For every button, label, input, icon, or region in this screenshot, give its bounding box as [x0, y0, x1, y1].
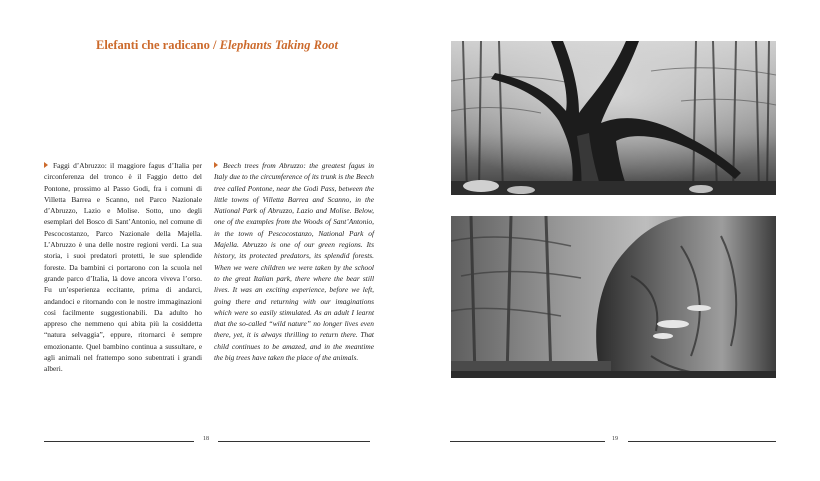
- page-title: [96, 38, 396, 53]
- footer-rule-left: [44, 441, 194, 442]
- paragraph-marker-icon: [214, 162, 218, 168]
- italian-text-column: [44, 160, 202, 375]
- italian-text: Faggi d’Abruzzo: il maggiore fagus d’Italia per circonferenza del tronco è il Faggio detto del Pontone, prossimo al Passo Godi, fra i comuni di Villetta Barrea e Scanno, nel Parco Nazionale d’Abruzzo, Lazio e Molise. Sotto, uno degli esemplari del Bosco di Sant’Antonio, nel comune di Pescocostanzo, Parco Nazionale della Majella. L’Abruzzo è una delle nostre regioni verdi. La sua storia, i suoi predatori protetti, le sue splendide foreste. Da bambini ci portarono con la scuola nel grande parco d’Italia, là dove ancora viveva l’orso. Fu un’esperienza eccitante, prima di andarci, andandoci e ritornando con le nostre immaginazioni così facilmente suggestionabili. Da adulto ho appreso che nemmeno qui abita più la cosiddetta “natura selvaggia”, eppure, ritornarci è sempre emozionante. Quel bambino continua a sussultare, e agli animali nel frattempo sono subentrati i grandi alberi.: [44, 161, 202, 374]
- paragraph-marker-icon: [44, 162, 48, 168]
- footer-rule-right: [628, 441, 776, 442]
- beech-tree-photo-top: [451, 41, 776, 195]
- english-text-column: [214, 160, 374, 363]
- footer-rule-left: [450, 441, 605, 442]
- page-number-right: 19: [612, 436, 618, 442]
- beech-trunk-photo-bottom: [451, 216, 776, 378]
- page-number-left: 18: [203, 436, 209, 442]
- title-english: Elephants Taking Root: [219, 38, 338, 52]
- footer-rule-right: [218, 441, 370, 442]
- english-text: Beech trees from Abruzzo: the greatest fagus in Italy due to the circumference of its trunk is the Beech tree called Pontone, near the Godi Pass, between the little towns of Villetta Barrea and Scanno, in the National Park of Abruzzo, Lazio and Molise. Below, one of the examples from the Woods of Sant’Antonio, in the town of Pescocostanzo, National Park of Majella. Abruzzo is one of our green regions. Its history, its protected predators, its splendid forests. When we were children we were taken by the school to the great Italian park, there where the bear still lives. It was an exciting experience, before we left, going there and returning with our imaginations which were so easily stimulated. As an adult I learnt that the so-called “wild nature” no longer lives even there, yet, it is always thrilling to return there. That child continues to be amazed, and in the meantime the big trees have taken the place of the animals.: [214, 161, 374, 363]
- title-italian: Elefanti che radicano /: [96, 38, 217, 52]
